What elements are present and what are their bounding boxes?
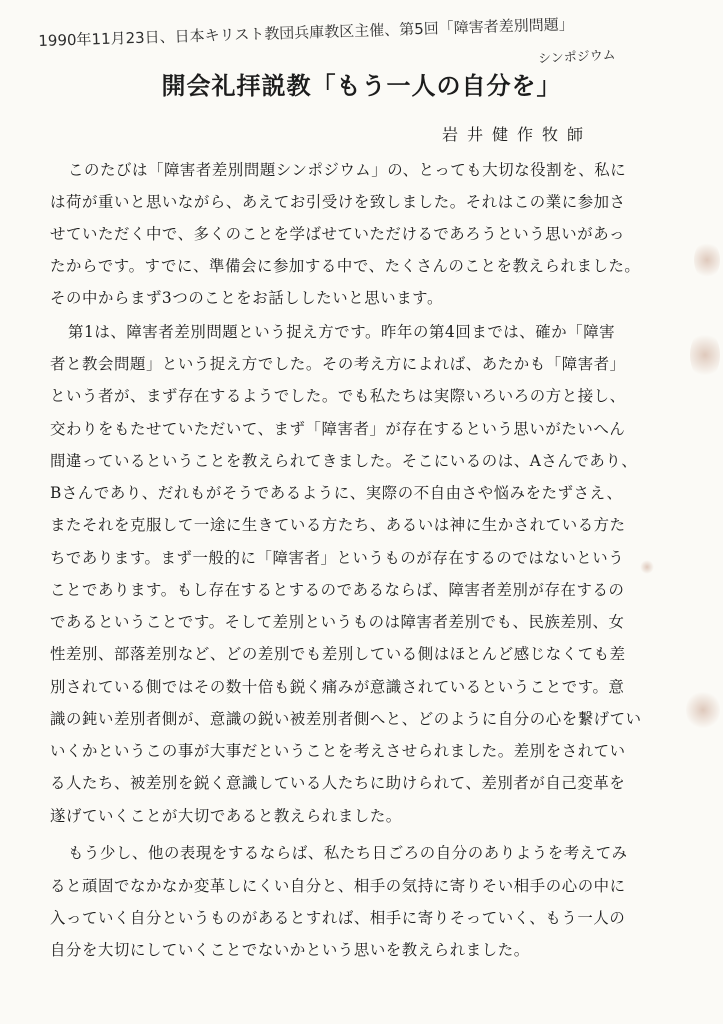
body-line: は荷が重いと思いながら、あえてお引受けを致しました。それはこの業に参加さ xyxy=(50,193,626,211)
body-line: 自分を大切にしていくことでないかという思いを教えられました。 xyxy=(50,941,530,959)
body-line: 性差別、部落差別など、どの差別でも差別している側はほとんど感じなくても差 xyxy=(50,645,626,663)
body-line: 入っていく自分というものがあるとすれば、相手に寄りそっていく、もう一人の xyxy=(50,909,626,927)
body-line: ると頑固でなかなか変革しにくい自分と、相手の気持に寄りそい相手の心の中に xyxy=(50,877,626,895)
body-line: 間違っているということを教えられてきました。そこにいるのは、Aさんであり、 xyxy=(50,452,638,470)
body-line: であるということです。そして差別というものは障害者差別でも、民族差別、女 xyxy=(50,613,625,631)
body-line: またそれを克服して一途に生きている方たち、あるいは神に生かされている方た xyxy=(50,516,626,534)
paper-stain xyxy=(694,240,720,280)
author-name: 岩井健作牧師 xyxy=(442,125,593,144)
body-line: という者が、まず存在するようでした。でも私たちは実際いろいろの方と接し、 xyxy=(50,387,626,405)
body-line: ちであります。まず一般的に「障害者」というものが存在するのではないという xyxy=(50,549,625,567)
body-line: 第1は、障害者差別問題という捉え方です。昨年の第4回までは、確か「障害 xyxy=(68,323,616,341)
handwritten-note-sub: シンポジウム xyxy=(537,47,616,68)
body-line: せていただく中で、多くのことを学ばせていただけるであろうという思いがあっ xyxy=(50,225,626,243)
handwritten-note: 1990年11月23日、日本キリスト教団兵庫教区主催、第5回「障害者差別問題」 xyxy=(38,15,574,50)
body-line: 者と教会問題」という捉え方でした。その考え方によれば、あたかも「障害者」 xyxy=(50,355,626,373)
body-line: る人たち、被差別を鋭く意識している人たちに助けられて、差別者が自己変革を xyxy=(50,774,626,792)
paper-stain xyxy=(686,690,720,730)
body-line: 交わりをもたせていただいて、まず「障害者」が存在するという思いがたいへん xyxy=(50,420,626,438)
body-line: その中からまず3つのことをお話ししたいと思います。 xyxy=(50,289,443,307)
body-line: いくかというこの事が大事だということを考えさせられました。差別をされてい xyxy=(50,742,626,760)
body-line: 別されている側ではその数十倍も鋭く痛みが意識されているということです。意 xyxy=(50,678,625,696)
body-line: Bさんであり、だれもがそうであるように、実際の不自由さや悩みをたずさえ、 xyxy=(50,484,623,502)
body-line: たからです。すでに、準備会に参加する中で、たくさんのことを教えられました。 xyxy=(50,257,641,275)
paper-stain xyxy=(640,560,654,574)
body-line: 識の鈍い差別者側が、意識の鋭い被差別者側へと、どのように自分の心を繋げてい xyxy=(50,710,642,728)
paper-stain xyxy=(690,330,720,380)
sermon-title: 開会礼拝説教「もう一人の自分を」 xyxy=(161,72,562,100)
body-line: もう少し、他の表現をするならば、私たち日ごろの自分のありようを考えてみ xyxy=(68,844,628,862)
body-line: 遂げていくことが大切であると教えられました。 xyxy=(50,807,402,825)
body-line: ことであります。もし存在するとするのであるならば、障害者差別が存在するの xyxy=(50,581,625,599)
body-line: このたびは「障害者差別問題シンポジウム」の、とっても大切な役割を、私に xyxy=(68,161,627,179)
